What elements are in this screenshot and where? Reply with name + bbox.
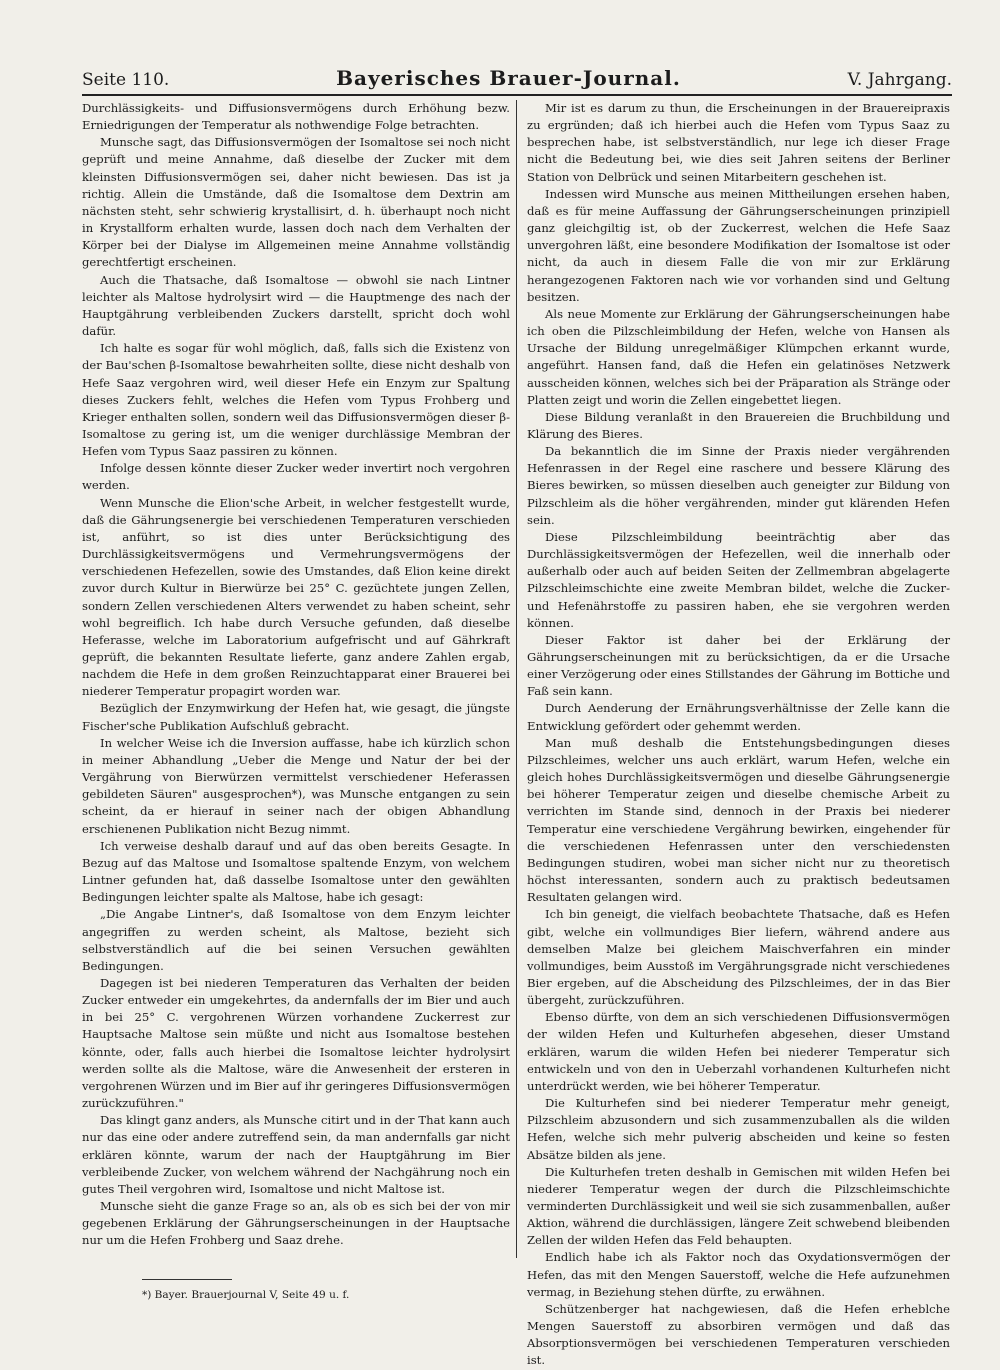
paragraph: Infolge dessen könnte dieser Zucker weder invertirt noch vergohren werden.	[82, 461, 510, 493]
quoted-paragraph: „Die Angabe Lintner's, daß Isomaltose von dem Enzym leichter angegriffen zu werden scheint, als Maltose, bezieht sich selbstverständlich auf die bei seinen Versuchen gewählten Bedingungen.	[82, 907, 510, 973]
journal-title: Bayerisches Brauer-Journal.	[336, 66, 681, 90]
footnote: *) Bayer. Brauerjournal V, Seite 49 u. f.	[142, 1289, 350, 1302]
paragraph: Auch die Thatsache, daß Isomaltose — obwohl sie nach Lintner leichter als Maltose hydrolysirt wird — die Hauptmenge des nach der Hauptgährung verbleibenden Zuckers darstellt, spricht doch wohl dafür.	[82, 272, 510, 339]
page-header	[82, 62, 952, 90]
volume-label: V. Jahrgang.	[847, 70, 952, 90]
paragraph: Munsche sieht die ganze Frage so an, als ob es sich bei der von mir gegebenen Erklärung der Gährungserscheinungen in der Hauptsache nur um die Hefen Frohberg und Saaz drehe.	[82, 1199, 510, 1248]
paragraph: Bezüglich der Enzymwirkung der Hefen hat, wie gesagt, die jüngste Fischer'sche Publikation Aufschluß gebracht.	[82, 701, 510, 733]
paragraph: Ebenso dürfte, von dem an sich verschiedenen Diffusionsvermögen der wilden Hefen und Kulturhefen abgesehen, dieser Umstand erklären, warum die wilden Hefen bei niederer Temperatur sich entwickeln und von den in Ueberzahl vorhandenen Kulturhefen nicht unterdrückt werden, wie bei höherer Temperatur.	[527, 1010, 950, 1093]
paragraph: Schützenberger hat nachgewiesen, daß die Hefen erheblche Mengen Sauerstoff zu absorbiren vermögen und daß das Absorptionsvermögen bei verschiedenen Temperaturen verschieden ist.	[527, 1301, 950, 1368]
right-column	[516, 100, 950, 1368]
paragraph: Das klingt ganz anders, als Munsche citirt und in der That kann auch nur das eine oder andere zutreffend sein, da man andernfalls gar nicht erklären könnte, warum der nach der Hauptgährung im Bier verbleibende Zucker, von welchem während der Nachgährung noch ein gutes Theil vergohren wird, Isomaltose und nicht Maltose ist.	[82, 1113, 510, 1196]
paragraph: Indessen wird Munsche aus meinen Mittheilungen ersehen haben, daß es für meine Auffassung der Gährungserscheinungen prinzipiell ganz gleichgiltig ist, ob der Zuckerrest, welchen die Hefe Saaz unvergohren läßt, eine besondere Modifikation der Isomaltose ist oder nicht, da auch in diesem Falle die von mir zur Erklärung herangezogenen Faktoren nach wie vor vorhanden sind und Geltung besitzen.	[527, 186, 950, 304]
paragraph: Mir ist es darum zu thun, die Erscheinungen in der Brauereipraxis zu ergründen; daß ich hierbei auch die Hefen vom Typus Saaz zu besprechen habe, ist selbstverständlich, nur lege ich dieser Frage nicht die Bedeutung bei, wie dies seit Jahren seitens der Berliner Station von Delbrück und seinen Mitarbeitern geschehen ist.	[527, 101, 950, 184]
paragraph: Die Kulturhefen treten deshalb in Gemischen mit wilden Hefen bei niederer Temperatur wegen der durch die Pilzschleimschichte verminderten Durchlässigkeit und weil sie sich zusammenballen, außer Aktion, während die durchlässigen, längere Zeit schwebend bleibenden Zellen der wilden Hefen das Feld behaupten.	[527, 1164, 950, 1248]
page-number: Seite 110.	[82, 70, 170, 90]
paragraph: Da bekanntlich die im Sinne der Praxis nieder vergährenden Hefenrassen in der Regel eine raschere und bessere Klärung des Bieres bewirken, so müssen dieselben auch geneigter zur Bildung von Pilzschleim als die höher vergährenden, minder gut klärenden Hefen sein.	[527, 444, 950, 527]
paragraph: Endlich habe ich als Faktor noch das Oxydationsvermögen der Hefen, das mit den Mengen Sauerstoff, welche die Hefe aufzunehmen vermag, in Beziehung stehen dürfte, zu erwähnen.	[527, 1250, 950, 1299]
paragraph: Man muß deshalb die Entstehungsbedingungen dieses Pilzschleimes, welcher uns auch erklärt, warum Hefen, welche ein gleich hohes Durchlässigkeitsvermögen und dieselbe Gährungsenergie bei höherer Temperatur zeigen und dieselbe chemische Arbeit zu verrichten im Stande sind, dennoch in der Praxis bei niederer Temperatur eine verschiedene Vergährung bewirken, eingehender für die verschiedenen Hefenrassen unter den verschiedensten Bedingungen studiren, wobei man sicher nicht nur zu theoretisch höchst interessanten, sondern auch zu praktisch bedeutsamen Resultaten gelangen wird.	[527, 735, 950, 905]
paragraph: Munsche sagt, das Diffusionsvermögen der Isomaltose sei noch nicht geprüft und meine Annahme, daß dieselbe der Zucker mit dem kleinsten Diffusionsvermögen sei, daher nicht bewiesen. Das ist ja richtig. Allein die Umstände, daß die Isomaltose dem Dextrin am nächsten steht, sehr schwierig krystallisirt, d. h. überhaupt noch nicht in Krystallform erhalten wurde, lassen doch nach dem Verhalten der Körper bei der Dialyse im Allgemeinen meine Annahme vollständig gerechtfertigt erscheinen.	[82, 135, 510, 270]
paragraph: Die Kulturhefen sind bei niederer Temperatur mehr geneigt, Pilzschleim abzusondern und sich zusammenzuballen als die wilden Hefen, welche sich mehr pulverig abscheiden und keine so festen Absätze bilden als jene.	[527, 1096, 950, 1162]
paragraph: Als neue Momente zur Erklärung der Gährungserscheinungen habe ich oben die Pilzschleimbildung der Hefen, welche von Hansen als Ursache der Bildung unregelmäßiger Klümpchen erkannt wurde, angeführt. Hansen fand, daß die Hefen ein gelatinöses Netzwerk ausscheiden können, welches sich bei der Präparation als Stränge oder Platten zeigt und worin die Zellen eingebettet liegen.	[527, 306, 950, 407]
paragraph: Diese Bildung veranlaßt in den Brauereien die Bruchbildung und Klärung des Bieres.	[527, 409, 950, 441]
footnote-rule	[142, 1279, 232, 1280]
quoted-paragraph: Dagegen ist bei niederen Temperaturen das Verhalten der beiden Zucker entweder ein umgekehrtes, da andernfalls der im Bier und auch in bei 25° C. vergohrenen Würzen vorhandene Zuckerrest zur Hauptsache Maltose sein müßte und nicht aus Isomaltose bestehen könnte, oder, falls auch hierbei die Isomaltose leichter hydrolysirt werden sollte als die Maltose, wäre die Anwesenheit der ersteren in vergohrenen Würzen und im Bier auf ihr geringeres Diffusionsvermögen zurückzuführen."	[82, 975, 510, 1111]
header-rule	[82, 94, 952, 96]
paragraph: Durch Aenderung der Ernährungsverhältnisse der Zelle kann die Entwicklung gefördert oder gehemmt werden.	[527, 701, 950, 733]
text-columns	[82, 100, 952, 1368]
paragraph: Wenn Munsche die Elion'sche Arbeit, in welcher festgestellt wurde, daß die Gährungsenergie bei verschiedenen Temperaturen verschieden ist, anführt, so ist dies unter Berücksichtigung des Durchlässigkeitsvermögens und Vermehrungsvermögens der verschiedenen Hefezellen, sowie des Umstandes, daß Elion keine direkt zuvor durch Kultur in Bierwürze bei 25° C. gezüchtete jungen Zellen, sondern Zellen verschiedenen Alters verwendet zu haben scheint, sehr wohl begreiflich. Ich habe durch Versuche gefunden, daß dieselbe Heferasse, welche im Laboratorium aufgefrischt und auf Gährkraft geprüft, die bekannten Resultate lieferte, ganz andere Zahlen ergab, nachdem die Hefe in dem großen Reinzuchtapparat einer Brauerei bei niederer Temperatur propagirt worden war.	[82, 495, 510, 699]
paragraph: Ich verweise deshalb darauf und auf das oben bereits Gesagte. In Bezug auf das Maltose und Isomaltose spaltende Enzym, von welchem Lintner gefunden hat, daß dasselbe Isomaltose unter den gewählten Bedingungen leichter spalte als Maltose, habe ich gesagt:	[82, 838, 510, 905]
paragraph: In welcher Weise ich die Inversion auffasse, habe ich kürzlich schon in meiner Abhandlung „Ueber die Menge und Natur der bei der Vergährung von Bierwürzen vermittelst verschiedener Heferassen gebildeten Säuren" ausgesprochen*), was Munsche entgangen zu sein scheint, da er hierauf in seiner nach der obigen Abhandlung erschienenen Publikation nicht Bezug nimmt.	[82, 735, 510, 836]
paragraph: Ich bin geneigt, die vielfach beobachtete Thatsache, daß es Hefen gibt, welche ein vollmundiges Bier liefern, während andere aus demselben Malze bei gleichem Maischverfahren ein minder vollmundiges, beim Ausstoß im Vergährungsgrade nicht verschiedenes Bier ergeben, auf die Abscheidung des Pilzschleimes, der in das Bier übergeht, zurückzuführen.	[527, 907, 950, 1008]
paragraph: Diese Pilzschleimbildung beeinträchtig aber das Durchlässigkeitsvermögen der Hefezellen, weil die innerhalb oder außerhalb oder auch auf beiden Seiten der Zellmembran abgelagerte Pilzschleimschichte eine zweite Membran bildet, welche die Zucker- und Hefenährstoffe zu passiren haben, ehe sie vergohren werden können.	[527, 529, 950, 630]
paragraph: Durchlässigkeits- und Diffusionsvermögens durch Erhöhung bezw. Erniedrigungen der Temperatur als nothwendige Folge betrachten.	[82, 101, 510, 133]
left-column	[82, 100, 516, 1302]
paragraph: Ich halte es sogar für wohl möglich, daß, falls sich die Existenz von der Bau'schen β-Isomaltose bewahrheiten sollte, diese nicht deshalb von Hefe Saaz vergohren wird, weil dieser Hefe ein Enzym zur Spaltung dieses Zuckers fehlt, welches die Hefen vom Typus Frohberg und Krieger enthalten sollen, sondern weil das Diffusionsvermögen dieser β-Isomaltose zu gering ist, um die weniger durchlässige Membran der Hefen vom Typus Saaz passiren zu können.	[82, 341, 510, 459]
paragraph: Dieser Faktor ist daher bei der Erklärung der Gährungserscheinungen mit zu berücksichtigen, da er die Ursache einer Verzögerung oder eines Stillstandes der Gährung im Bottiche und Faß sein kann.	[527, 632, 950, 699]
